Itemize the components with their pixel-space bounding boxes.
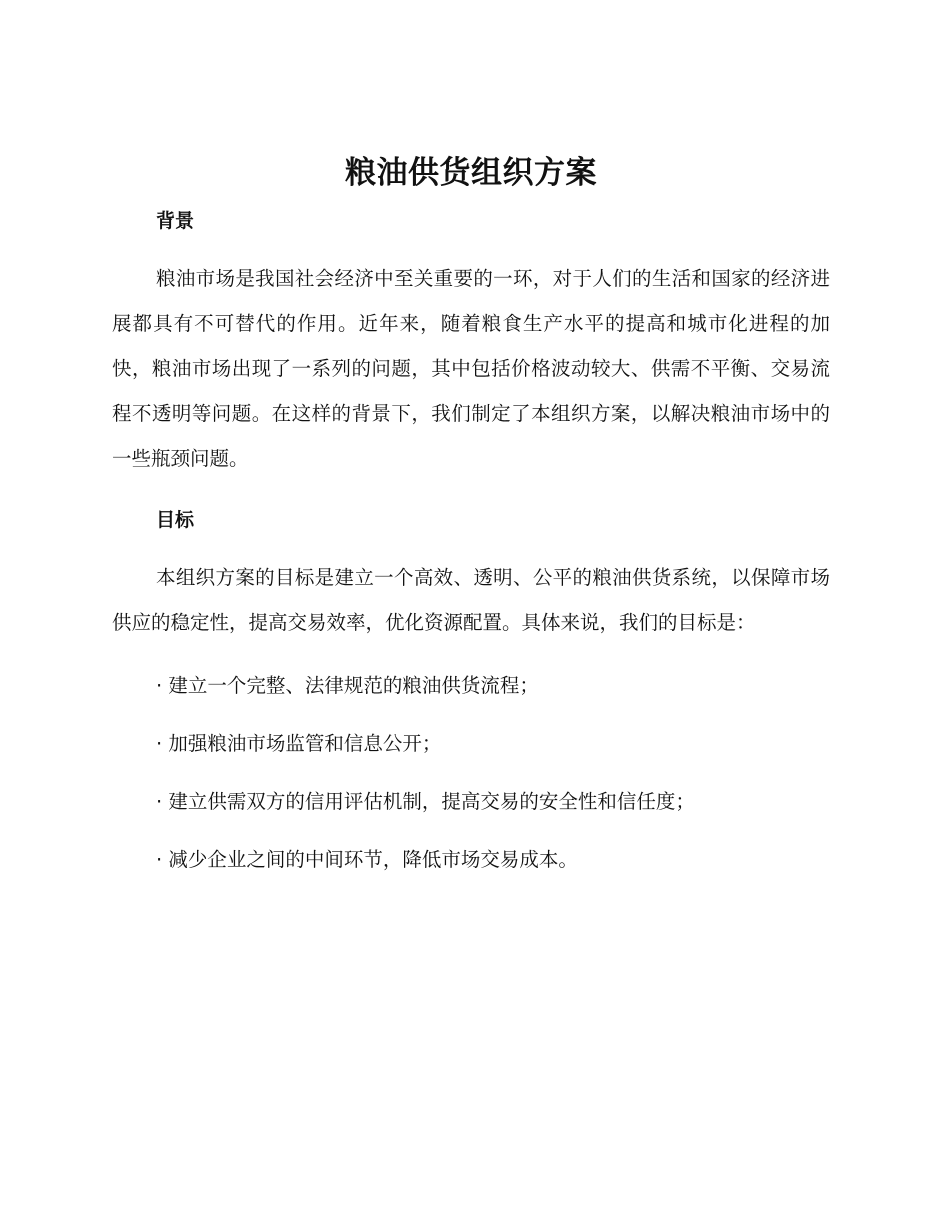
section-heading-goals: 目标 xyxy=(156,509,195,531)
goals-paragraph: 本组织方案的目标是建立一个高效、透明、公平的粮油供货系统，以保障市场供应的稳定性，提高交易效率，优化资源配置。具体来说，我们的目标是： xyxy=(112,566,830,634)
goal-list-item: · 减少企业之间的中间环节，降低市场交易成本。 xyxy=(156,848,578,871)
document-body xyxy=(112,150,830,875)
goal-list-item: · 加强粮油市场监管和信息公开； xyxy=(156,732,442,755)
document-title: 粮油供货组织方案 xyxy=(345,155,597,191)
section-heading-background: 背景 xyxy=(156,210,195,232)
goal-list-item: · 建立一个完整、法律规范的粮油供货流程； xyxy=(156,674,539,697)
background-paragraph: 粮油市场是我国社会经济中至关重要的一环，对于人们的生活和国家的经济进展都具有不可替代的作用。近年来，随着粮食生产水平的提高和城市化进程的加快，粮油市场出现了一系列的问题，其中包括价格波动较大、供需不平衡、交易流程不透明等问题。在这样的背景下，我们制定了本组织方案，以解决粮油市场中的一些瓶颈问题。 xyxy=(112,267,830,470)
goal-list-item: · 建立供需双方的信用评估机制，提高交易的安全性和信任度； xyxy=(156,790,695,813)
